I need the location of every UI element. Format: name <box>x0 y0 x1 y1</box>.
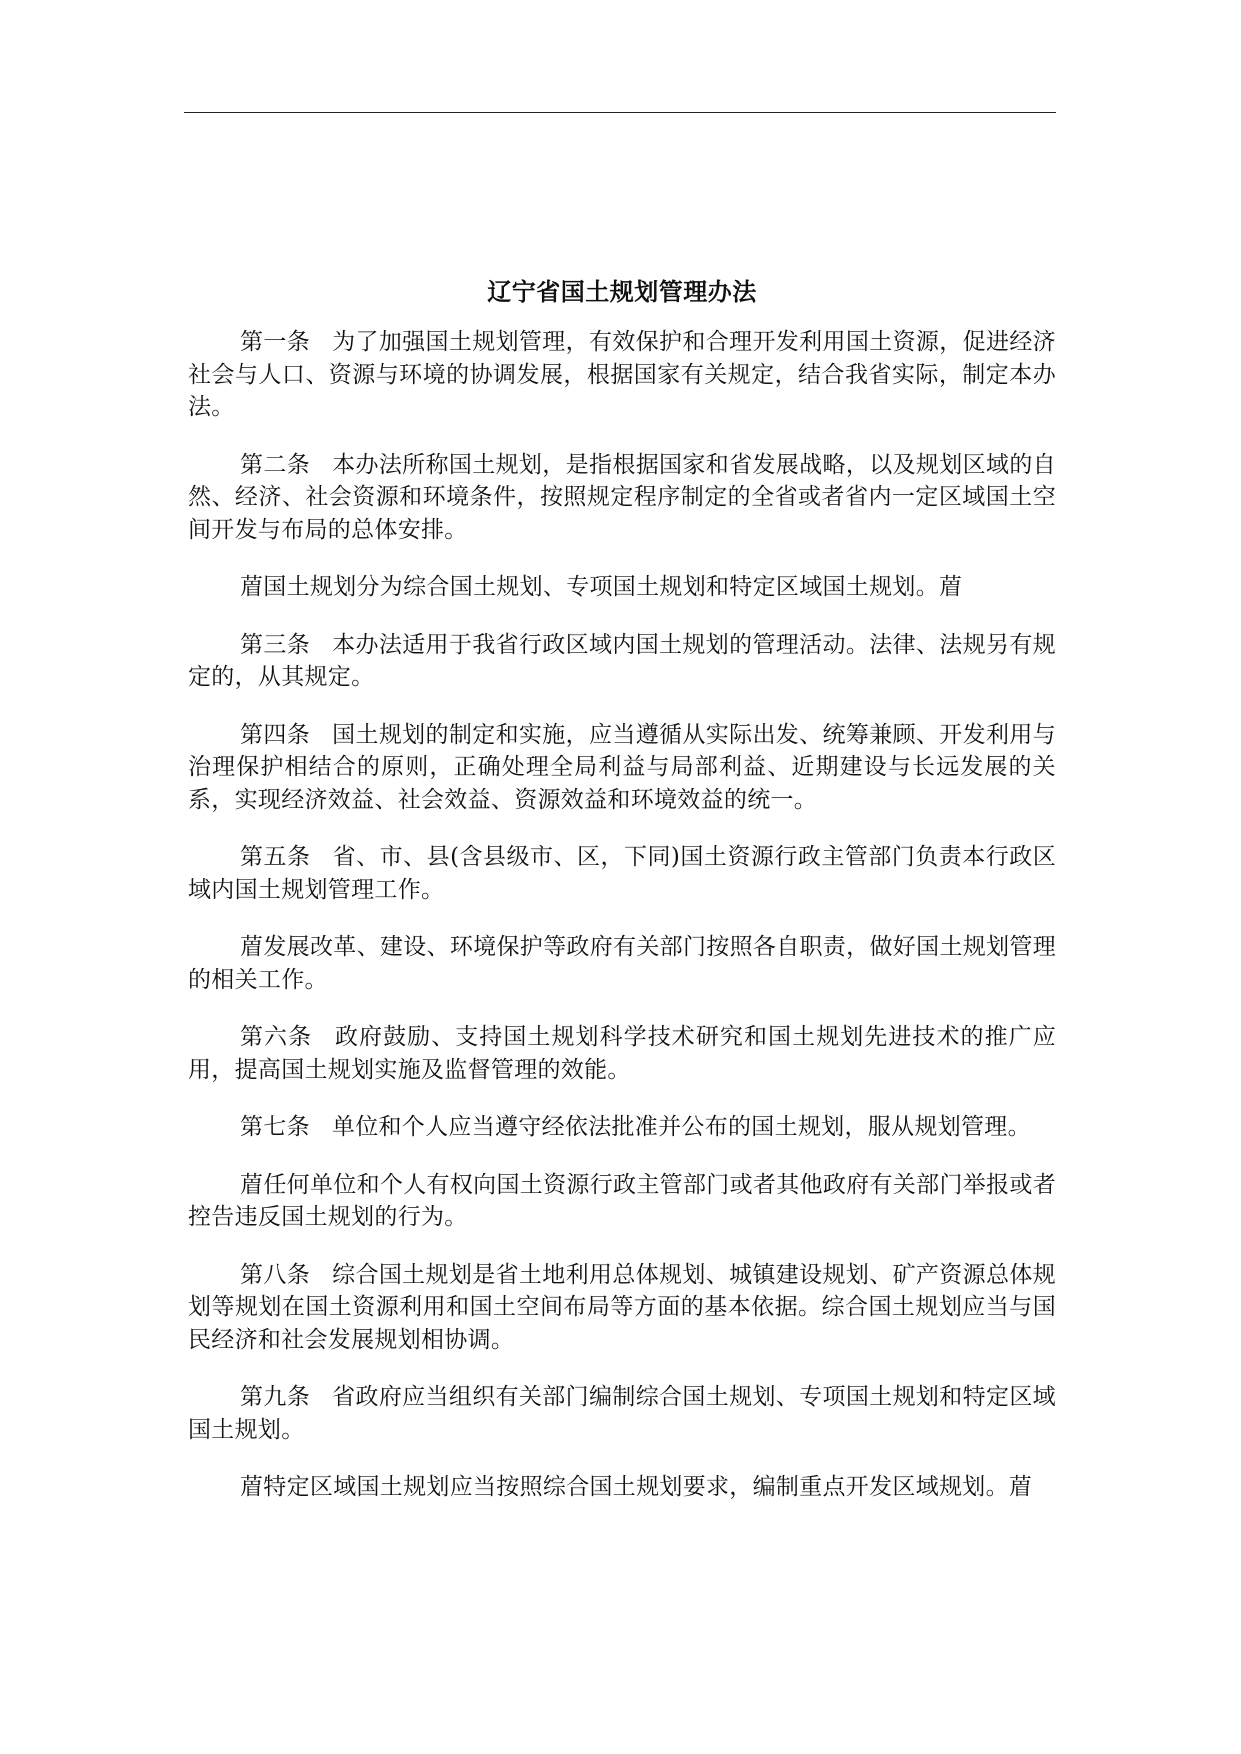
article-7 <box>188 1111 1056 1144</box>
article-4 <box>188 719 1056 817</box>
article-label: 第九条 <box>240 1384 311 1410</box>
article-text: 政府鼓励、支持国土规划科学技术研究和国土规划先进技术的推广应用，提高国土规划实施及监督管理的效能。 <box>188 1024 1056 1083</box>
article-label: 第六条 <box>240 1024 313 1050</box>
article-label: 第二条 <box>240 451 311 478</box>
article-text: 综合国土规划是省土地利用总体规划、城镇建设规划、矿产资源总体规划等规划在国土资源利用和国土空间布局等方面的基本依据。综合国土规划应当与国民经济和社会发展规划相协调。 <box>188 1261 1056 1353</box>
document-title: 辽宁省国土规划管理办法 <box>487 277 757 306</box>
article-text: 单位和个人应当遵守经依法批准并公布的国土规划，服从规划管理。 <box>331 1114 1031 1140</box>
article-5-clause <box>188 931 1056 996</box>
header-rule <box>184 112 1056 113</box>
article-label: 第一条 <box>240 329 311 355</box>
article-2 <box>188 449 1056 547</box>
document-body <box>188 272 1056 1529</box>
article-9 <box>188 1381 1056 1446</box>
article-text: 国土规划的制定和实施，应当遵循从实际出发、统筹兼顾、开发利用与治理保护相结合的原则，正确处理全局利益与局部利益、近期建设与长远发展的关系，实现经济效益、社会效益、资源效益和环境效益的统一。 <box>188 721 1056 813</box>
article-label: 第五条 <box>240 844 311 870</box>
article-5 <box>188 841 1056 906</box>
article-text: 葿国土规划分为综合国土规划、专项国土规划和特定区域国土规划。葿 <box>240 574 963 600</box>
article-text: 葿任何单位和个人有权向国土资源行政主管部门或者其他政府有关部门举报或者控告违反国土规划的行为。 <box>188 1171 1056 1230</box>
article-text: 省、市、县(含县级市、区，下同)国土资源行政主管部门负责本行政区域内国土规划管理工作。 <box>188 844 1057 903</box>
article-8 <box>188 1259 1056 1357</box>
article-text: 本办法所称国土规划，是指根据国家和省发展战略，以及规划区域的自然、经济、社会资源和环境条件，按照规定程序制定的全省或者省内一定区域国土空间开发与布局的总体安排。 <box>188 451 1056 543</box>
article-2-clause <box>188 571 1056 604</box>
article-label: 第八条 <box>240 1261 311 1288</box>
article-7-clause <box>188 1169 1056 1234</box>
article-text: 本办法适用于我省行政区域内国土规划的管理活动。法律、法规另有规定的，从其规定。 <box>188 631 1056 690</box>
article-3 <box>188 629 1056 694</box>
article-label: 第四条 <box>240 721 311 748</box>
article-text: 省政府应当组织有关部门编制综合国土规划、专项国土规划和特定区域国土规划。 <box>188 1384 1056 1443</box>
article-6 <box>188 1021 1056 1086</box>
article-label: 第三条 <box>240 631 311 658</box>
article-text: 葿发展改革、建设、环境保护等政府有关部门按照各自职责，做好国土规划管理的相关工作。 <box>188 934 1056 993</box>
article-label: 第七条 <box>240 1114 310 1140</box>
article-text: 为了加强国土规划管理，有效保护和合理开发利用国土资源，促进经济社会与人口、资源与环境的协调发展，根据国家有关规定，结合我省实际，制定本办法。 <box>188 329 1056 420</box>
article-9-clause <box>188 1471 1056 1504</box>
article-1 <box>188 326 1056 424</box>
article-text: 葿特定区域国土规划应当按照综合国土规划要求，编制重点开发区域规划。葿 <box>240 1474 1033 1500</box>
